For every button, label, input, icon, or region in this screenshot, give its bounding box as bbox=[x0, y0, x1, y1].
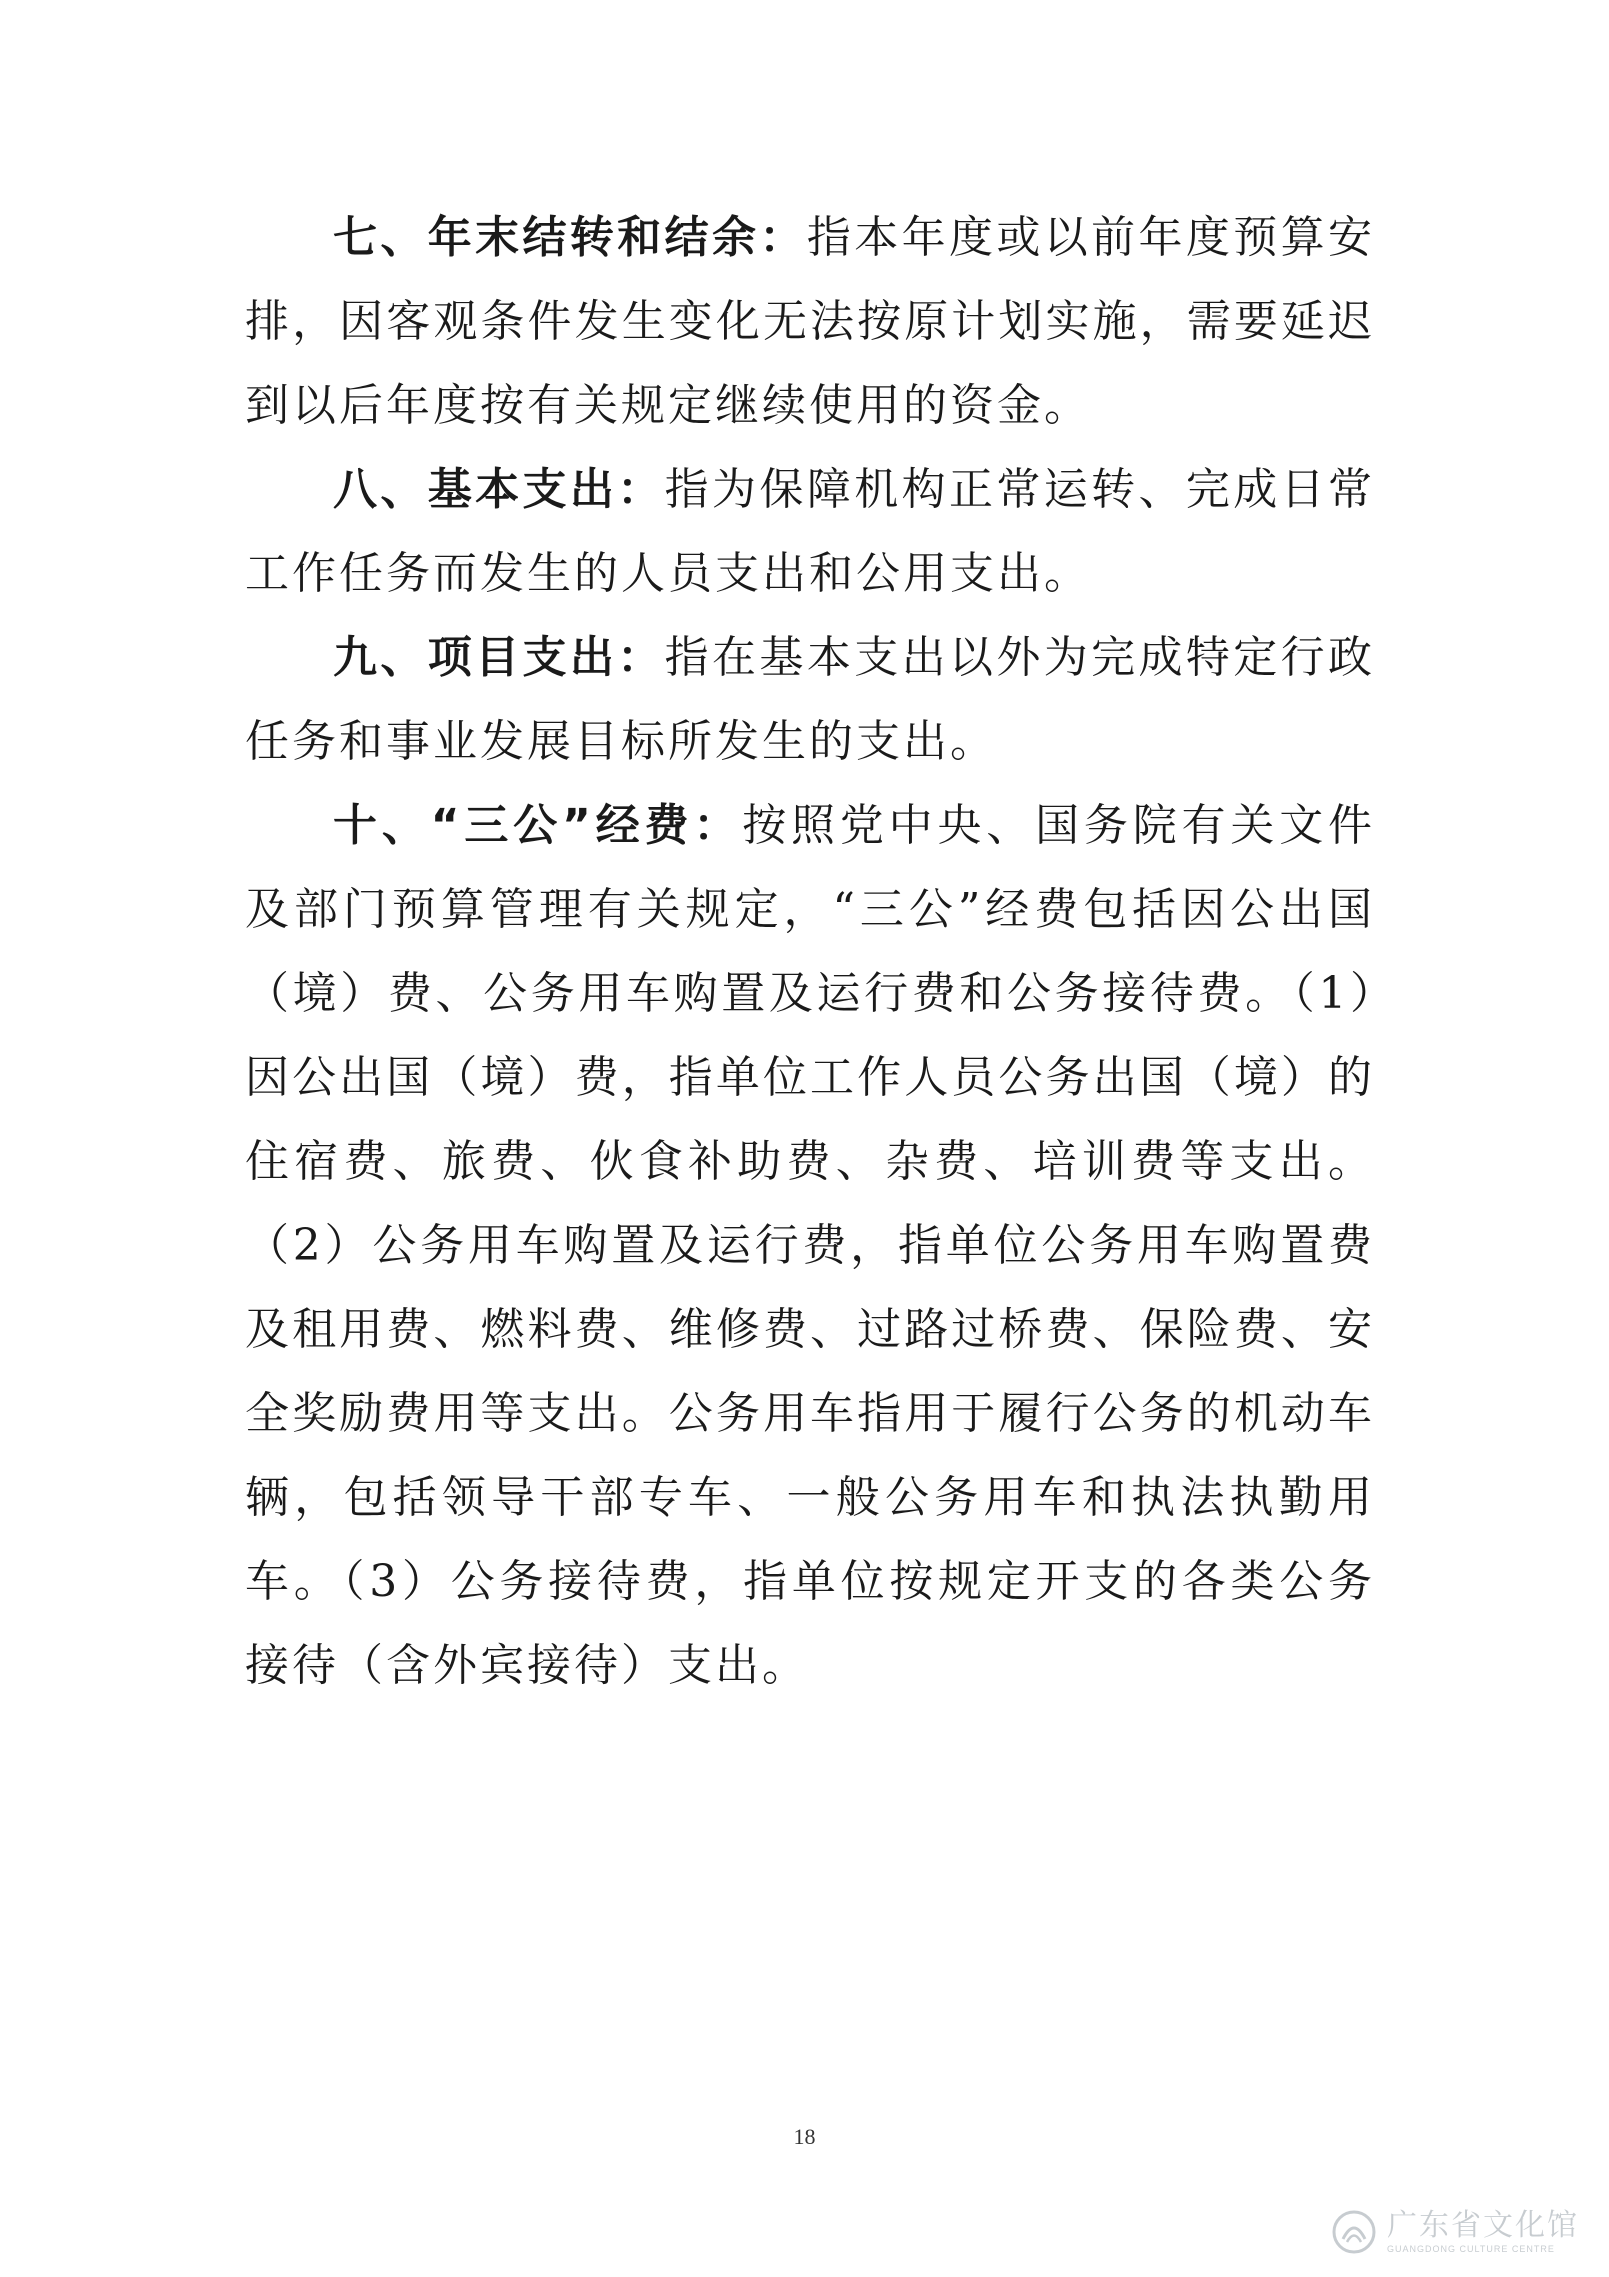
term-heading: 八、基本支出： bbox=[333, 464, 665, 515]
term-definition: 指为保障机构正常运转、完成日常工作任务而发生的人员支出和公用支出。 bbox=[245, 464, 1376, 599]
page-number: 18 bbox=[793, 2124, 816, 2149]
watermark-name-cn: 广东省文化馆 bbox=[1387, 2207, 1579, 2243]
culture-centre-logo-icon bbox=[1331, 2209, 1377, 2255]
term-definition: 指在基本支出以外为完成特定行政任务和事业发展目标所发生的支出。 bbox=[245, 632, 1376, 767]
paragraph-project-expenditure bbox=[245, 616, 1375, 784]
paragraph-basic-expenditure bbox=[245, 448, 1375, 616]
term-definition: 按照党中央、国务院有关文件及部门预算管理有关规定，“三公”经费包括因公出国（境）费、公务用车购置及运行费和公务接待费。（1）因公出国（境）费，指单位工作人员公务出国（境）的住宿费、旅费、伙食补助费、杂费、培训费等支出。（2）公务用车购置及运行费，指单位公务用车购置费及租用费、燃料费、维修费、过路过桥费、保险费、安全奖励费用等支出。公务用车指用于履行公务的机动车辆，包括领导干部专车、一般公务用车和执法执勤用车。（3）公务接待费，指单位按规定开支的各类公务接待（含外宾接待）支出。 bbox=[245, 800, 1376, 1691]
paragraph-three-public-expenses bbox=[245, 784, 1375, 1708]
watermark bbox=[1331, 2209, 1579, 2255]
paragraph-year-end-carryover bbox=[245, 196, 1375, 448]
watermark-name-en: GUANGDONG CULTURE CENTRE bbox=[1387, 2243, 1555, 2254]
term-heading: 十、“三公”经费： bbox=[333, 800, 743, 851]
term-heading: 九、项目支出： bbox=[333, 632, 665, 683]
term-heading: 七、年末结转和结余： bbox=[333, 212, 807, 263]
document-body bbox=[245, 196, 1375, 1708]
term-definition: 指本年度或以前年度预算安排，因客观条件发生变化无法按原计划实施，需要延迟到以后年度按有关规定继续使用的资金。 bbox=[245, 212, 1376, 431]
